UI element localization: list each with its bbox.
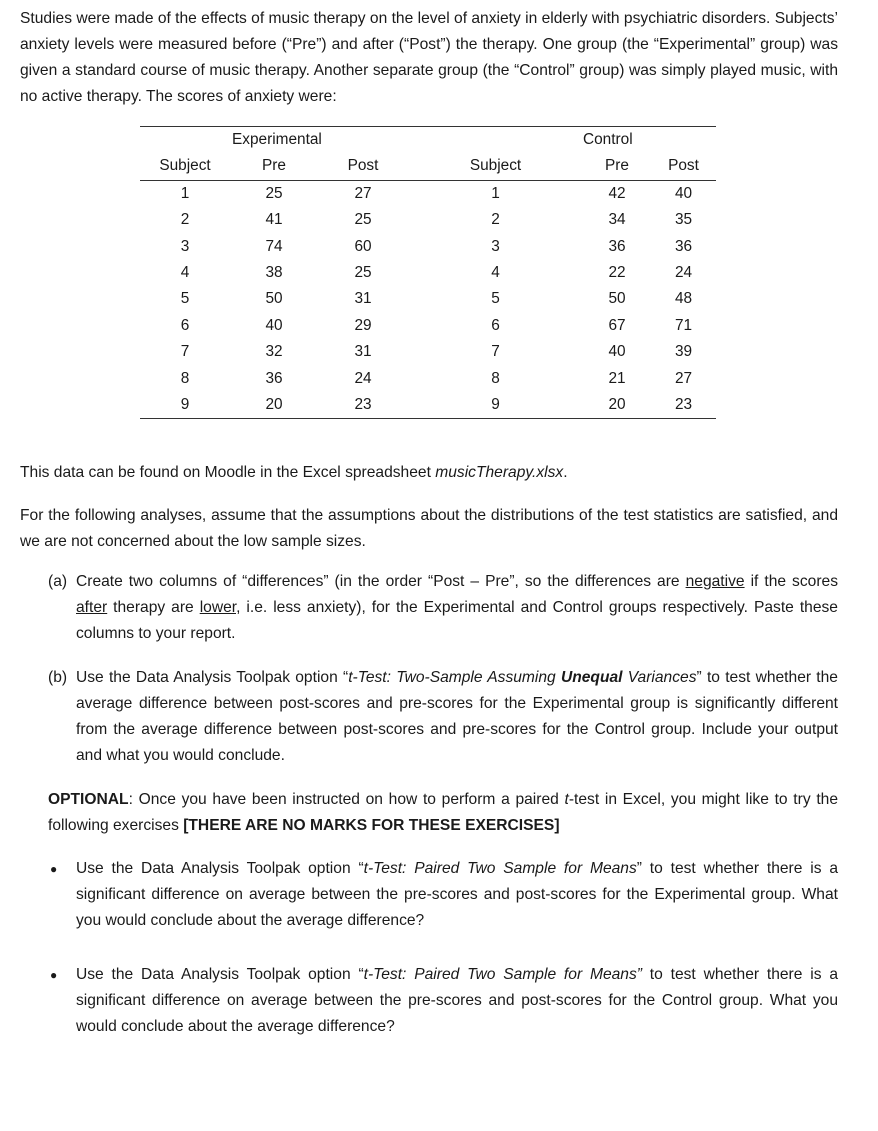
pre-cell: 34	[608, 211, 626, 229]
table-row	[140, 286, 716, 312]
column-header: Post	[318, 153, 408, 180]
subject-cell: 8	[491, 369, 500, 387]
bullet-dot-icon: ●	[50, 968, 58, 982]
column-header: Pre	[583, 153, 651, 180]
optional-paragraph: OPTIONAL: Once you have been instructed on how to perform a paired t-test in Excel, you might like to try the following exercises [THERE ARE NO MARKS FOR THESE EXERCISES]	[48, 791, 838, 834]
pre-cell: 36	[265, 369, 283, 387]
subject-cell: 5	[491, 290, 500, 308]
column-header: Pre	[230, 153, 318, 180]
question-b-text: Use the Data Analysis Toolpak option “t-Test: Two-Sample Assuming Unequal Variances” to test whether the average difference between post-scores and pre-scores for the Experimental group is significantly different from the average difference between post-scores and pre-scores for the Control group. Include your output and what you would conclude.	[76, 669, 838, 764]
subject-cell: 3	[491, 237, 500, 255]
no-marks-notice: [THERE ARE NO MARKS FOR THESE EXERCISES]	[183, 817, 560, 834]
group-control-label: Control	[583, 127, 716, 154]
subject-cell: 4	[180, 264, 190, 282]
underlined-negative: negative	[685, 573, 745, 590]
pre-cell: 25	[265, 184, 283, 202]
subject-cell: 9	[408, 392, 583, 419]
bold-unequal: Unequal	[560, 669, 623, 686]
post-cell: 25	[354, 264, 372, 282]
table-row	[140, 260, 716, 286]
pre-cell: 74	[265, 237, 283, 255]
column-header: Post	[651, 153, 716, 180]
underlined-after: after	[76, 599, 108, 616]
table-row	[140, 234, 716, 260]
post-cell: 23	[318, 392, 408, 419]
subject-cell: 1	[180, 184, 190, 202]
subject-cell: 6	[180, 316, 190, 334]
table-row	[140, 366, 716, 392]
note-period: .	[563, 464, 568, 481]
pre-cell: 41	[265, 211, 283, 229]
post-cell: 31	[354, 290, 372, 308]
question-a-text: Create two columns of “differences” (in the order “Post – Pre”, so the differences are negative if the scores after therapy are lower, i.e. less anxiety), for the Experimental and Control groups respectively. Paste these columns to your report.	[76, 573, 838, 642]
pre-cell: 32	[265, 343, 283, 361]
subject-cell: 5	[180, 290, 190, 308]
table-row	[140, 392, 716, 419]
question-a-label: (a)	[48, 573, 68, 590]
post-cell: 39	[674, 343, 693, 361]
post-cell: 40	[674, 184, 693, 202]
post-cell: 25	[354, 211, 372, 229]
spreadsheet-filename: musicTherapy.xlsx	[435, 464, 564, 481]
bullet-text: Use the Data Analysis Toolpak option “t-Test: Paired Two Sample for Means” to test whether there is a significant difference on average between the pre-scores and post-scores for the Experimental group. What you would conclude about the average difference?	[76, 860, 838, 929]
pre-cell: 50	[265, 290, 283, 308]
bullet-item-experimental	[48, 856, 838, 934]
question-a	[48, 569, 838, 647]
subject-cell: 7	[491, 343, 500, 361]
pre-cell: 20	[583, 392, 651, 419]
post-cell: 31	[354, 343, 372, 361]
pre-cell: 40	[608, 343, 626, 361]
subject-cell: 1	[491, 184, 500, 202]
question-b	[48, 665, 838, 769]
subject-cell: 9	[140, 392, 230, 419]
post-cell: 27	[674, 369, 693, 387]
bullet-item-control	[48, 962, 838, 1040]
post-cell: 36	[674, 237, 693, 255]
post-cell: 60	[354, 237, 372, 255]
column-header-row	[140, 153, 716, 180]
pre-cell: 20	[230, 392, 318, 419]
subject-cell: 3	[180, 237, 190, 255]
question-b-label: (b)	[48, 669, 68, 686]
post-cell: 35	[674, 211, 693, 229]
post-cell: 48	[674, 290, 693, 308]
table-row	[140, 180, 716, 207]
optional-label: OPTIONAL	[48, 791, 129, 808]
pre-cell: 42	[608, 184, 626, 202]
note-text: This data can be found on Moodle in the Excel spreadsheet	[20, 464, 436, 481]
subject-cell: 7	[180, 343, 190, 361]
pre-cell: 38	[265, 264, 283, 282]
post-cell: 24	[354, 369, 372, 387]
data-source-note	[20, 460, 838, 486]
pre-cell: 50	[608, 290, 626, 308]
bullet-dot-icon: ●	[50, 862, 58, 876]
table-row	[140, 207, 716, 233]
table-row	[140, 313, 716, 339]
post-cell: 71	[674, 316, 693, 334]
table-body	[140, 180, 716, 419]
post-cell: 29	[354, 316, 372, 334]
pre-cell: 36	[608, 237, 626, 255]
anxiety-scores-table	[140, 126, 716, 419]
column-header: Subject	[140, 153, 230, 180]
assumptions-paragraph: For the following analyses, assume that the assumptions about the distributions of the test statistics are satisfied, and we are not concerned about the low sample sizes.	[20, 507, 838, 550]
column-header: Subject	[408, 153, 583, 180]
group-experimental-label: Experimental	[230, 127, 408, 154]
intro-paragraph: Studies were made of the effects of music therapy on the level of anxiety in elderly with psychiatric disorders. Subjects’ anxiety levels were measured before (“Pre”) and after (“Post”) the therapy. One group (the “Experimental” group) was given a standard course of music therapy. Another separate group (the “Control” group) was simply played music, with no active therapy. The scores of anxiety were:	[20, 10, 838, 105]
underlined-lower: lower,	[199, 599, 241, 616]
pre-cell: 67	[608, 316, 626, 334]
subject-cell: 2	[180, 211, 190, 229]
post-cell: 24	[674, 264, 693, 282]
subject-cell: 6	[491, 316, 500, 334]
pre-cell: 21	[608, 369, 626, 387]
post-cell: 27	[354, 184, 372, 202]
subject-cell: 4	[491, 264, 500, 282]
subject-cell: 2	[491, 211, 500, 229]
group-header-row	[140, 127, 716, 154]
bullet-text: Use the Data Analysis Toolpak option “t-Test: Paired Two Sample for Means” to test whether there is a significant difference on average between the pre-scores and post-scores for the Control group. What you would conclude about the average difference?	[76, 966, 839, 1035]
pre-cell: 40	[265, 316, 283, 334]
table-row	[140, 339, 716, 365]
post-cell: 23	[651, 392, 716, 419]
pre-cell: 22	[608, 264, 626, 282]
subject-cell: 8	[180, 369, 190, 387]
